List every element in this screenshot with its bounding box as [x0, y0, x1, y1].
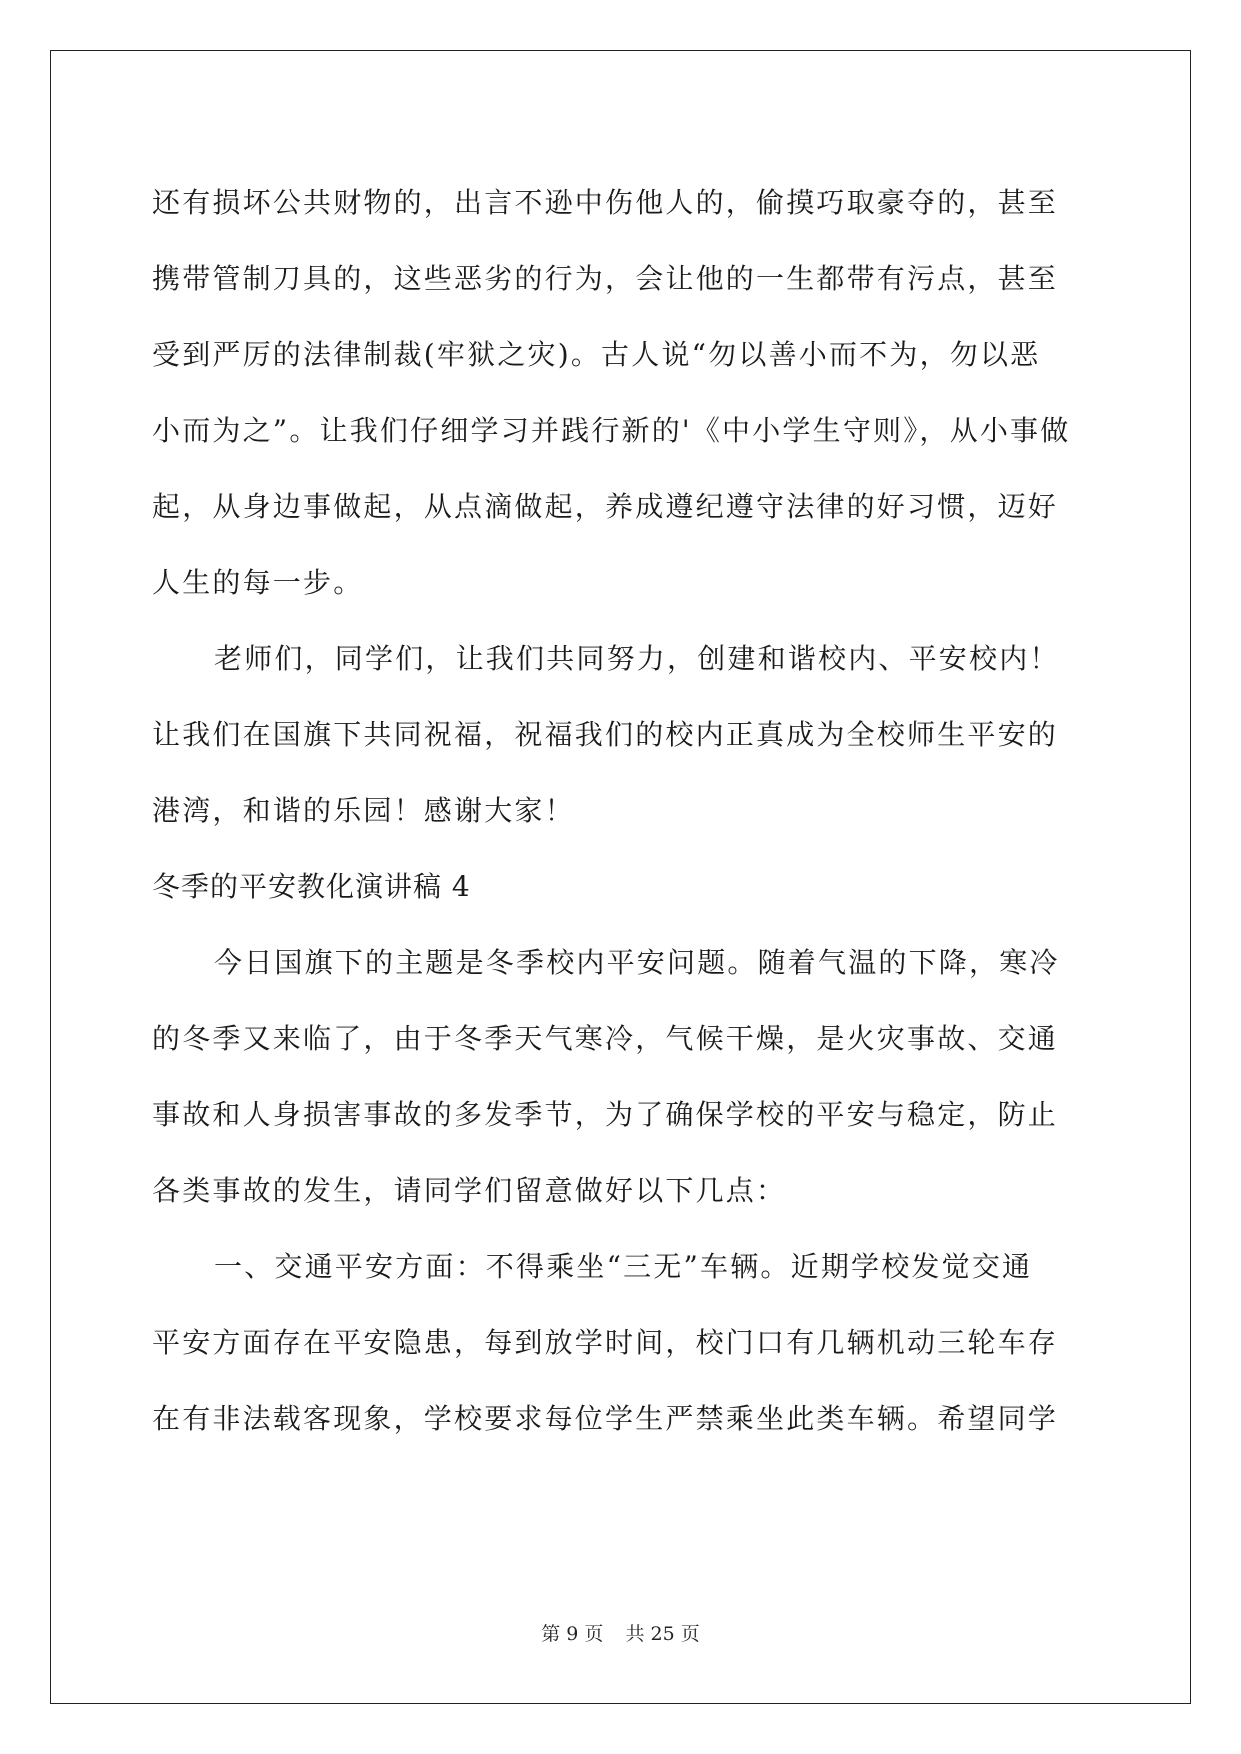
text-line: 还有损坏公共财物的，出言不逊中伤他人的，偷摸巧取豪夺的，甚至 — [152, 186, 1059, 219]
paragraph-4 — [152, 1229, 1092, 1457]
text-line: 平安方面存在平安隐患，每到放学时间，校门口有几辆机动三轮车存 — [152, 1326, 1059, 1359]
page-total: 共 25 页 — [625, 1623, 700, 1645]
text-line: 携带管制刀具的，这些恶劣的行为，会让他的一生都带有污点，甚至 — [152, 262, 1059, 295]
text-line: 的冬季又来临了，由于冬季天气寒冷，气候干燥，是火灾事故、交通 — [152, 1022, 1059, 1055]
text-line: 人生的每一步。 — [152, 566, 364, 599]
text-line: 今日国旗下的主题是冬季校内平安问题。随着气温的下降，寒冷 — [214, 946, 1060, 979]
text-line: 港湾，和谐的乐园！感谢大家！ — [152, 794, 575, 827]
text-line: 各类事故的发生，请同学们留意做好以下几点： — [152, 1174, 787, 1207]
page-footer — [0, 1619, 1241, 1646]
page-number: 第 9 页 — [541, 1623, 604, 1645]
text-line: 起，从身边事做起，从点滴做起，养成遵纪遵守法律的好习惯，迈好 — [152, 490, 1059, 523]
text-line: 一、交通平安方面：不得乘坐“三无”车辆。近期学校发觉交通 — [214, 1250, 1033, 1283]
paragraph-2 — [152, 621, 1092, 849]
text-line: 老师们，同学们，让我们共同努力，创建和谐校内、平安校内！ — [214, 642, 1060, 675]
text-line: 事故和人身损害事故的多发季节，为了确保学校的平安与稳定，防止 — [152, 1098, 1059, 1131]
text-line: 在有非法载客现象，学校要求每位学生严禁乘坐此类车辆。希望同学 — [152, 1402, 1059, 1435]
paragraph-3 — [152, 925, 1092, 1229]
document-body — [152, 165, 1092, 1457]
text-line: 小而为之”。让我们仔细学习并践行新的'《中小学生守则》，从小事做 — [152, 414, 1071, 447]
section-title: 冬季的平安教化演讲稿 4 — [152, 870, 471, 903]
paragraph-1 — [152, 165, 1092, 621]
text-line: 受到严厉的法律制裁(牢狱之灾)。古人说“勿以善小而不为，勿以恶 — [152, 338, 1041, 371]
text-line: 让我们在国旗下共同祝福，祝福我们的校内正真成为全校师生平安的 — [152, 718, 1059, 751]
